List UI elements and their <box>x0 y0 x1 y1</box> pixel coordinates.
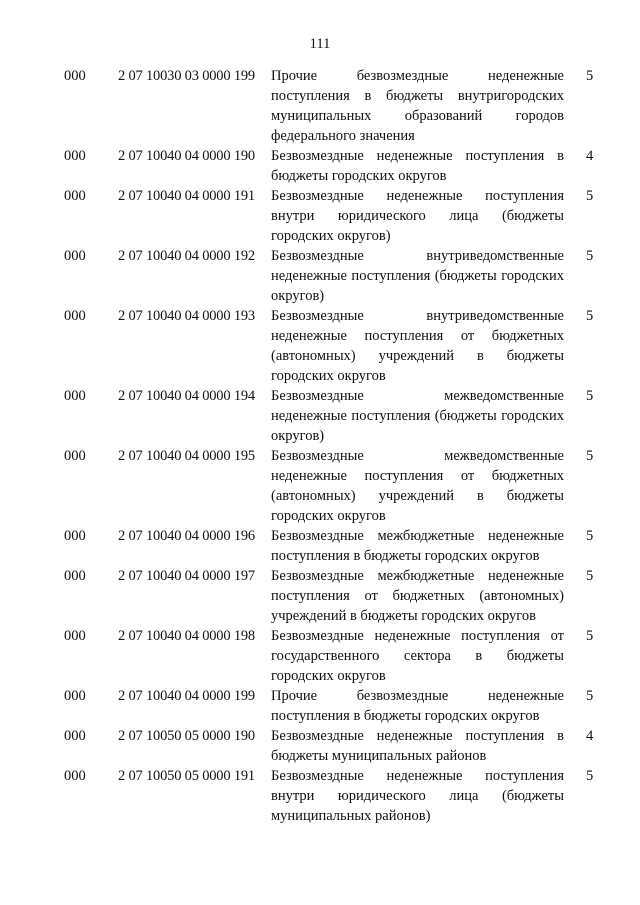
budget-classification-code: 2 07 10040 04 0000 192 <box>118 248 255 264</box>
admin-code: 000 <box>64 768 86 784</box>
revenue-description: Безвозмездные неденежные поступления внутри юридического лица (бюджеты муниципальных районов) <box>271 768 564 824</box>
table-row <box>0 186 640 246</box>
budget-classification-code: 2 07 10040 04 0000 191 <box>118 188 255 204</box>
revenue-description: Безвозмездные неденежные поступления от государственного сектора в бюджеты городских округов <box>271 628 564 684</box>
revenue-description: Безвозмездные межведомственные неденежные поступления от бюджетных (автономных) учреждений в бюджеты городских округов <box>271 448 564 524</box>
admin-code: 000 <box>64 728 86 744</box>
budget-classification-code: 2 07 10040 04 0000 196 <box>118 528 255 544</box>
admin-code: 000 <box>64 448 86 464</box>
admin-code: 000 <box>64 148 86 164</box>
budget-classification-code: 2 07 10040 04 0000 198 <box>118 628 255 644</box>
revenue-description: Безвозмездные внутриведомственные неденежные поступления от бюджетных (автономных) учреждений в бюджеты городских округов <box>271 308 564 384</box>
budget-code-table <box>0 66 640 826</box>
table-row <box>0 766 640 826</box>
table-row <box>0 566 640 626</box>
revenue-description: Безвозмездные межведомственные неденежные поступления (бюджеты городских округов) <box>271 388 564 444</box>
admin-code: 000 <box>64 308 86 324</box>
budget-classification-code: 2 07 10050 05 0000 191 <box>118 768 255 784</box>
table-row <box>0 246 640 306</box>
level-number: 4 <box>586 148 594 164</box>
budget-classification-code: 2 07 10040 04 0000 197 <box>118 568 255 584</box>
admin-code: 000 <box>64 568 86 584</box>
level-number: 5 <box>586 528 594 544</box>
level-number: 5 <box>586 308 594 324</box>
admin-code: 000 <box>64 188 86 204</box>
revenue-description: Безвозмездные межбюджетные неденежные поступления в бюджеты городских округов <box>271 528 564 564</box>
admin-code: 000 <box>64 628 86 644</box>
budget-classification-code: 2 07 10050 05 0000 190 <box>118 728 255 744</box>
budget-classification-code: 2 07 10040 04 0000 199 <box>118 688 255 704</box>
revenue-description: Безвозмездные неденежные поступления внутри юридического лица (бюджеты городских округов) <box>271 188 564 244</box>
admin-code: 000 <box>64 388 86 404</box>
level-number: 5 <box>586 388 594 404</box>
revenue-description: Безвозмездные внутриведомственные неденежные поступления (бюджеты городских округов) <box>271 248 564 304</box>
table-row <box>0 146 640 186</box>
table-row <box>0 386 640 446</box>
revenue-description: Безвозмездные неденежные поступления в бюджеты городских округов <box>271 148 564 184</box>
table-row <box>0 726 640 766</box>
table-row <box>0 66 640 146</box>
admin-code: 000 <box>64 528 86 544</box>
level-number: 5 <box>586 68 594 84</box>
level-number: 5 <box>586 568 594 584</box>
table-row <box>0 446 640 526</box>
admin-code: 000 <box>64 248 86 264</box>
table-row <box>0 306 640 386</box>
level-number: 5 <box>586 628 594 644</box>
budget-classification-code: 2 07 10040 04 0000 190 <box>118 148 255 164</box>
level-number: 5 <box>586 188 594 204</box>
level-number: 5 <box>586 768 594 784</box>
table-row <box>0 626 640 686</box>
level-number: 4 <box>586 728 594 744</box>
revenue-description: Прочие безвозмездные неденежные поступления в бюджеты внутригородских муниципальных образований городов федерального значения <box>271 68 564 144</box>
budget-classification-code: 2 07 10040 04 0000 195 <box>118 448 255 464</box>
table-row <box>0 526 640 566</box>
admin-code: 000 <box>64 68 86 84</box>
level-number: 5 <box>586 688 594 704</box>
admin-code: 000 <box>64 688 86 704</box>
revenue-description: Безвозмездные межбюджетные неденежные поступления от бюджетных (автономных) учреждений в бюджеты городских округов <box>271 568 564 624</box>
level-number: 5 <box>586 248 594 264</box>
budget-classification-code: 2 07 10030 03 0000 199 <box>118 68 255 84</box>
level-number: 5 <box>586 448 594 464</box>
revenue-description: Прочие безвозмездные неденежные поступления в бюджеты городских округов <box>271 688 564 724</box>
page-number: 111 <box>309 36 331 52</box>
budget-classification-code: 2 07 10040 04 0000 194 <box>118 388 255 404</box>
budget-classification-code: 2 07 10040 04 0000 193 <box>118 308 255 324</box>
table-row <box>0 686 640 726</box>
revenue-description: Безвозмездные неденежные поступления в бюджеты муниципальных районов <box>271 728 564 764</box>
